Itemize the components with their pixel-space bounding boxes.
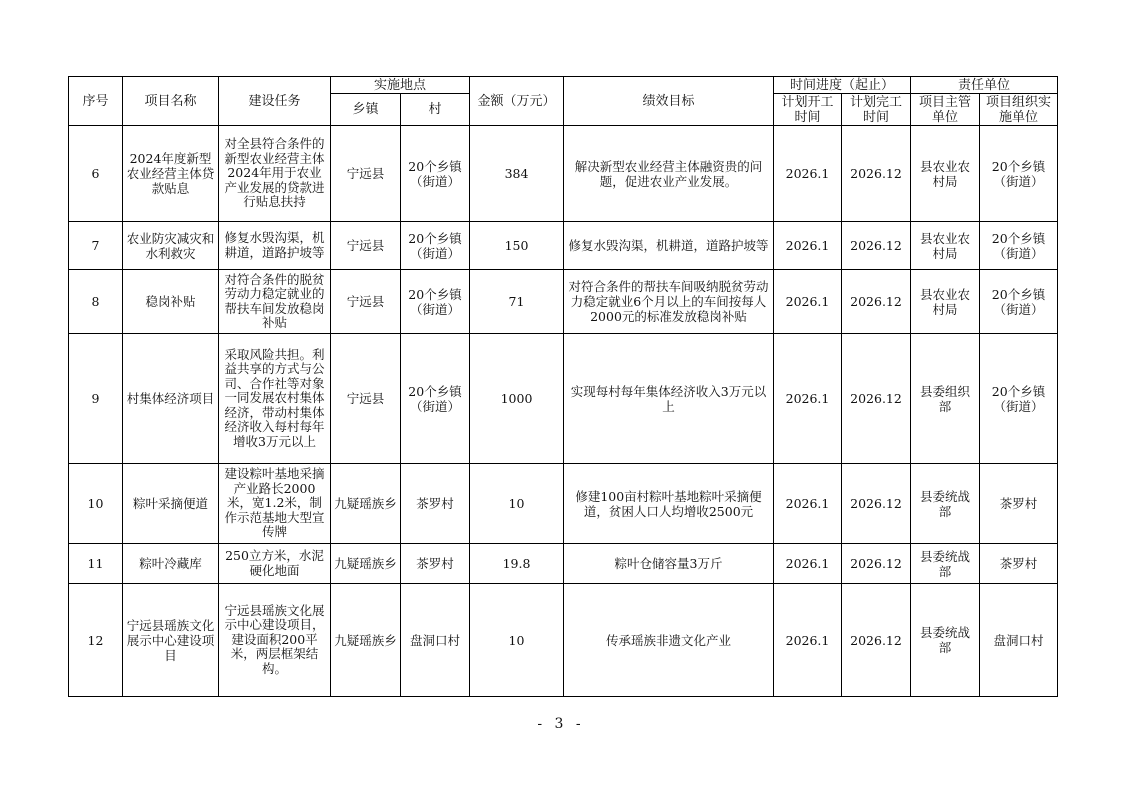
cell-end: 2026.12 (842, 464, 911, 544)
cell-end: 2026.12 (842, 544, 911, 584)
header-schedule: 时间进度（起止） (774, 77, 911, 94)
header-location: 实施地点 (331, 77, 470, 94)
table-row (69, 222, 1058, 270)
cell-goal: 传承瑶族非遗文化产业 (564, 584, 774, 697)
table-row (69, 270, 1058, 334)
cell-dept: 县农业农村局 (911, 126, 980, 222)
cell-end: 2026.12 (842, 222, 911, 270)
page-number: - 3 - (537, 716, 585, 732)
cell-amount: 1000 (470, 334, 564, 464)
cell-goal: 修建100亩村粽叶基地粽叶采摘便道，贫困人口人均增收2500元 (564, 464, 774, 544)
cell-amount: 10 (470, 464, 564, 544)
header-responsible: 责任单位 (911, 77, 1058, 94)
cell-start: 2026.1 (774, 270, 842, 334)
header-end: 计划完工时间 (842, 94, 911, 126)
cell-task: 建设粽叶基地采摘产业路长2000米，宽1.2米，制作示范基地大型宣传牌 (219, 464, 331, 544)
table-row (69, 584, 1058, 697)
cell-name: 村集体经济项目 (123, 334, 219, 464)
cell-start: 2026.1 (774, 334, 842, 464)
cell-task: 对符合条件的脱贫劳动力稳定就业的帮扶车间发放稳岗补贴 (219, 270, 331, 334)
cell-impl: 茶罗村 (980, 544, 1058, 584)
cell-village: 20个乡镇（街道） (401, 126, 470, 222)
table-row (69, 126, 1058, 222)
cell-impl: 20个乡镇（街道） (980, 270, 1058, 334)
table-row (69, 464, 1058, 544)
cell-dept: 县农业农村局 (911, 222, 980, 270)
header-dept: 项目主管单位 (911, 94, 980, 126)
header-amount: 金额（万元） (470, 77, 564, 126)
cell-amount: 150 (470, 222, 564, 270)
cell-impl: 20个乡镇（街道） (980, 222, 1058, 270)
cell-start: 2026.1 (774, 126, 842, 222)
cell-task: 250立方米，水泥硬化地面 (219, 544, 331, 584)
cell-start: 2026.1 (774, 464, 842, 544)
cell-name: 稳岗补贴 (123, 270, 219, 334)
cell-amount: 71 (470, 270, 564, 334)
cell-start: 2026.1 (774, 222, 842, 270)
cell-name: 2024年度新型农业经营主体贷款贴息 (123, 126, 219, 222)
cell-task: 对全县符合条件的新型农业经营主体2024年用于农业产业发展的贷款进行贴息扶持 (219, 126, 331, 222)
cell-impl: 20个乡镇（街道） (980, 126, 1058, 222)
cell-town: 九疑瑶族乡 (331, 544, 401, 584)
cell-end: 2026.12 (842, 126, 911, 222)
cell-town: 九疑瑶族乡 (331, 464, 401, 544)
cell-task: 修复水毁沟渠，机耕道，道路护坡等 (219, 222, 331, 270)
table-row (69, 334, 1058, 464)
cell-goal: 解决新型农业经营主体融资贵的问题，促进农业产业发展。 (564, 126, 774, 222)
cell-village: 20个乡镇（街道） (401, 270, 470, 334)
cell-amount: 384 (470, 126, 564, 222)
cell-seq: 6 (69, 126, 123, 222)
cell-goal: 实现每村每年集体经济收入3万元以上 (564, 334, 774, 464)
cell-end: 2026.12 (842, 334, 911, 464)
cell-seq: 11 (69, 544, 123, 584)
cell-name: 宁远县瑶族文化展示中心建设项目 (123, 584, 219, 697)
header-name: 项目名称 (123, 77, 219, 126)
cell-village: 盘洞口村 (401, 584, 470, 697)
cell-goal: 对符合条件的帮扶车间吸纳脱贫劳动力稳定就业6个月以上的车间按每人2000元的标准发放稳岗补贴 (564, 270, 774, 334)
cell-goal: 粽叶仓储容量3万斤 (564, 544, 774, 584)
cell-task: 宁远县瑶族文化展示中心建设项目，建设面积200平米，两层框架结构。 (219, 584, 331, 697)
header-town: 乡镇 (331, 94, 401, 126)
cell-village: 茶罗村 (401, 544, 470, 584)
cell-seq: 8 (69, 270, 123, 334)
cell-task: 采取风险共担。利益共享的方式与公司、合作社等对象一同发展农村集体经济，带动村集体经济收入每村每年增收3万元以上 (219, 334, 331, 464)
cell-town: 九疑瑶族乡 (331, 584, 401, 697)
cell-start: 2026.1 (774, 584, 842, 697)
cell-dept: 县农业农村局 (911, 270, 980, 334)
cell-dept: 县委统战部 (911, 544, 980, 584)
cell-end: 2026.12 (842, 270, 911, 334)
cell-impl: 茶罗村 (980, 464, 1058, 544)
table-row (69, 544, 1058, 584)
cell-amount: 10 (470, 584, 564, 697)
cell-town: 宁远县 (331, 222, 401, 270)
cell-name: 农业防灾减灾和水利救灾 (123, 222, 219, 270)
cell-dept: 县委统战部 (911, 584, 980, 697)
project-table (68, 76, 1058, 697)
cell-end: 2026.12 (842, 584, 911, 697)
cell-seq: 7 (69, 222, 123, 270)
cell-dept: 县委统战部 (911, 464, 980, 544)
header-task: 建设任务 (219, 77, 331, 126)
cell-village: 20个乡镇（街道） (401, 222, 470, 270)
cell-name: 粽叶采摘便道 (123, 464, 219, 544)
header-seq: 序号 (69, 77, 123, 126)
cell-amount: 19.8 (470, 544, 564, 584)
table-body (69, 126, 1058, 697)
cell-impl: 盘洞口村 (980, 584, 1058, 697)
header-village: 村 (401, 94, 470, 126)
cell-dept: 县委组织部 (911, 334, 980, 464)
cell-start: 2026.1 (774, 544, 842, 584)
cell-town: 宁远县 (331, 270, 401, 334)
header-start: 计划开工时间 (774, 94, 842, 126)
cell-goal: 修复水毁沟渠，机耕道，道路护坡等 (564, 222, 774, 270)
cell-village: 茶罗村 (401, 464, 470, 544)
table-header (69, 77, 1058, 126)
cell-town: 宁远县 (331, 126, 401, 222)
cell-seq: 9 (69, 334, 123, 464)
cell-seq: 10 (69, 464, 123, 544)
header-impl: 项目组织实施单位 (980, 94, 1058, 126)
cell-impl: 20个乡镇（街道） (980, 334, 1058, 464)
cell-seq: 12 (69, 584, 123, 697)
cell-town: 宁远县 (331, 334, 401, 464)
header-goal: 绩效目标 (564, 77, 774, 126)
cell-village: 20个乡镇（街道） (401, 334, 470, 464)
cell-name: 粽叶冷藏库 (123, 544, 219, 584)
